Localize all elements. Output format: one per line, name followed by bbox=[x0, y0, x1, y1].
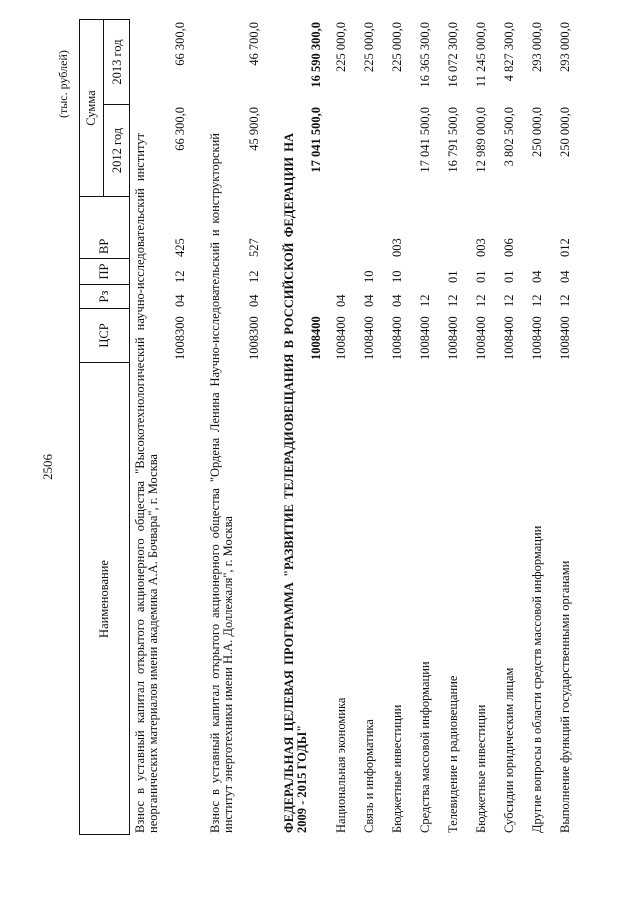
cell-csr: 1008400 bbox=[502, 316, 516, 360]
sum-header-divider bbox=[103, 20, 104, 197]
cell-csr: 1008400 bbox=[390, 316, 404, 360]
header-bottom-line bbox=[129, 20, 130, 835]
row-name: Бюджетные инвестиции bbox=[474, 704, 488, 833]
cell-csr: 1008400 bbox=[558, 316, 572, 360]
cell-rz: 12 bbox=[502, 294, 516, 307]
cell-y2012: 3 802 500,0 bbox=[502, 107, 516, 167]
units-note: (тыс. рублей) bbox=[56, 50, 70, 118]
cell-rz: 12 bbox=[474, 294, 488, 307]
cell-rz: 12 bbox=[530, 294, 544, 307]
row-name: Национальная экономика bbox=[334, 697, 348, 833]
page-number: 2506 bbox=[40, 454, 55, 480]
cell-pr: 01 bbox=[502, 270, 516, 283]
row-name: Взнос в уставный капитал открытого акционерного общества "Высокотехнологический научно-исследовательский институт неорганических материалов имени академика А.А. Бочвара", г. Москва bbox=[133, 133, 161, 833]
cell-pr: 04 bbox=[558, 270, 572, 283]
cell-y2012: 250 000,0 bbox=[558, 107, 572, 157]
cell-y2013: 293 000,0 bbox=[558, 22, 572, 72]
cell-y2013: 16 365 300,0 bbox=[418, 22, 432, 88]
row-name: ФЕДЕРАЛЬНАЯ ЦЕЛЕВАЯ ПРОГРАММА "РАЗВИТИЕ ТЕЛЕРАДИОВЕЩАНИЯ В РОССИЙСКОЙ ФЕДЕРАЦИИ НА 2009 - 2015 ГОДЫ" bbox=[282, 133, 310, 833]
header-divider-csr bbox=[79, 362, 130, 363]
cell-y2012: 66 300,0 bbox=[173, 107, 187, 151]
cell-csr: 1008300 bbox=[247, 316, 261, 360]
cell-csr: 1008400 bbox=[334, 316, 348, 360]
cell-y2013: 225 000,0 bbox=[334, 22, 348, 72]
cell-rz: 12 bbox=[418, 294, 432, 307]
cell-csr: 1008400 bbox=[362, 316, 376, 360]
cell-y2013: 11 245 000,0 bbox=[474, 22, 488, 88]
cell-y2012: 12 989 000,0 bbox=[474, 107, 488, 173]
cell-pr: 01 bbox=[474, 270, 488, 283]
cell-csr: 1008400 bbox=[474, 316, 488, 360]
cell-y2013: 4 827 300,0 bbox=[502, 22, 516, 82]
row-name: Взнос в уставный капитал открытого акционерного общества "Ордена Ленина Научно-исследовательский и конструкторский институт энерготехники имени Н.А. Доллежаля", г. Москва bbox=[208, 133, 236, 833]
cell-rz: 04 bbox=[362, 294, 376, 307]
cell-y2013: 46 700,0 bbox=[247, 22, 261, 66]
cell-y2012: 16 791 500,0 bbox=[446, 107, 460, 173]
cell-csr: 1008400 bbox=[309, 316, 323, 360]
cell-y2012: 45 900,0 bbox=[247, 107, 261, 151]
cell-pr: 10 bbox=[390, 270, 404, 283]
cell-y2013: 225 000,0 bbox=[362, 22, 376, 72]
cell-vr: 425 bbox=[173, 238, 187, 257]
row-name: Другие вопросы в области средств массовой информации bbox=[530, 525, 544, 833]
cell-vr: 012 bbox=[558, 238, 572, 257]
cell-pr: 10 bbox=[362, 270, 376, 283]
header-left-border bbox=[79, 834, 130, 835]
row-name: Связь и информатика bbox=[362, 719, 376, 833]
row-name: Выполнение функций государственными органами bbox=[558, 560, 572, 833]
cell-y2013: 16 590 300,0 bbox=[309, 22, 323, 88]
cell-rz: 04 bbox=[334, 294, 348, 307]
cell-csr: 1008400 bbox=[418, 316, 432, 360]
cell-csr: 1008400 bbox=[530, 316, 544, 360]
cell-vr: 003 bbox=[474, 238, 488, 257]
cell-pr: 12 bbox=[247, 270, 261, 283]
cell-pr: 04 bbox=[530, 270, 544, 283]
cell-vr: 527 bbox=[247, 238, 261, 257]
row-name: Бюджетные инвестиции bbox=[390, 704, 404, 833]
cell-rz: 04 bbox=[247, 294, 261, 307]
header-2013: 2013 год bbox=[110, 39, 124, 85]
cell-y2013: 66 300,0 bbox=[173, 22, 187, 66]
header-name: Наименование bbox=[97, 560, 111, 638]
cell-rz: 04 bbox=[390, 294, 404, 307]
cell-y2013: 293 000,0 bbox=[530, 22, 544, 72]
cell-rz: 12 bbox=[558, 294, 572, 307]
cell-y2013: 225 000,0 bbox=[390, 22, 404, 72]
header-vr: ВР bbox=[97, 238, 111, 254]
cell-rz: 12 bbox=[446, 294, 460, 307]
row-name: Телевидение и радиовещание bbox=[446, 675, 460, 833]
cell-pr: 01 bbox=[446, 270, 460, 283]
row-name: Средства массовой информации bbox=[418, 661, 432, 833]
cell-rz: 04 bbox=[173, 294, 187, 307]
cell-y2012: 250 000,0 bbox=[530, 107, 544, 157]
cell-vr: 006 bbox=[502, 238, 516, 257]
cell-vr: 003 bbox=[390, 238, 404, 257]
row-name: Субсидии юридическим лицам bbox=[502, 667, 516, 833]
cell-y2012: 17 041 500,0 bbox=[418, 107, 432, 173]
cell-csr: 1008300 bbox=[173, 316, 187, 360]
header-sum: Сумма bbox=[84, 90, 98, 126]
cell-y2013: 16 072 300,0 bbox=[446, 22, 460, 88]
cell-csr: 1008400 bbox=[446, 316, 460, 360]
header-rz: Рз bbox=[97, 290, 111, 303]
header-csr: ЦСР bbox=[97, 323, 111, 348]
header-2012: 2012 год bbox=[110, 127, 124, 174]
header-pr: ПР bbox=[97, 263, 111, 280]
cell-pr: 12 bbox=[173, 270, 187, 283]
cell-y2012: 17 041 500,0 bbox=[309, 107, 323, 173]
table-border-top bbox=[79, 20, 80, 835]
